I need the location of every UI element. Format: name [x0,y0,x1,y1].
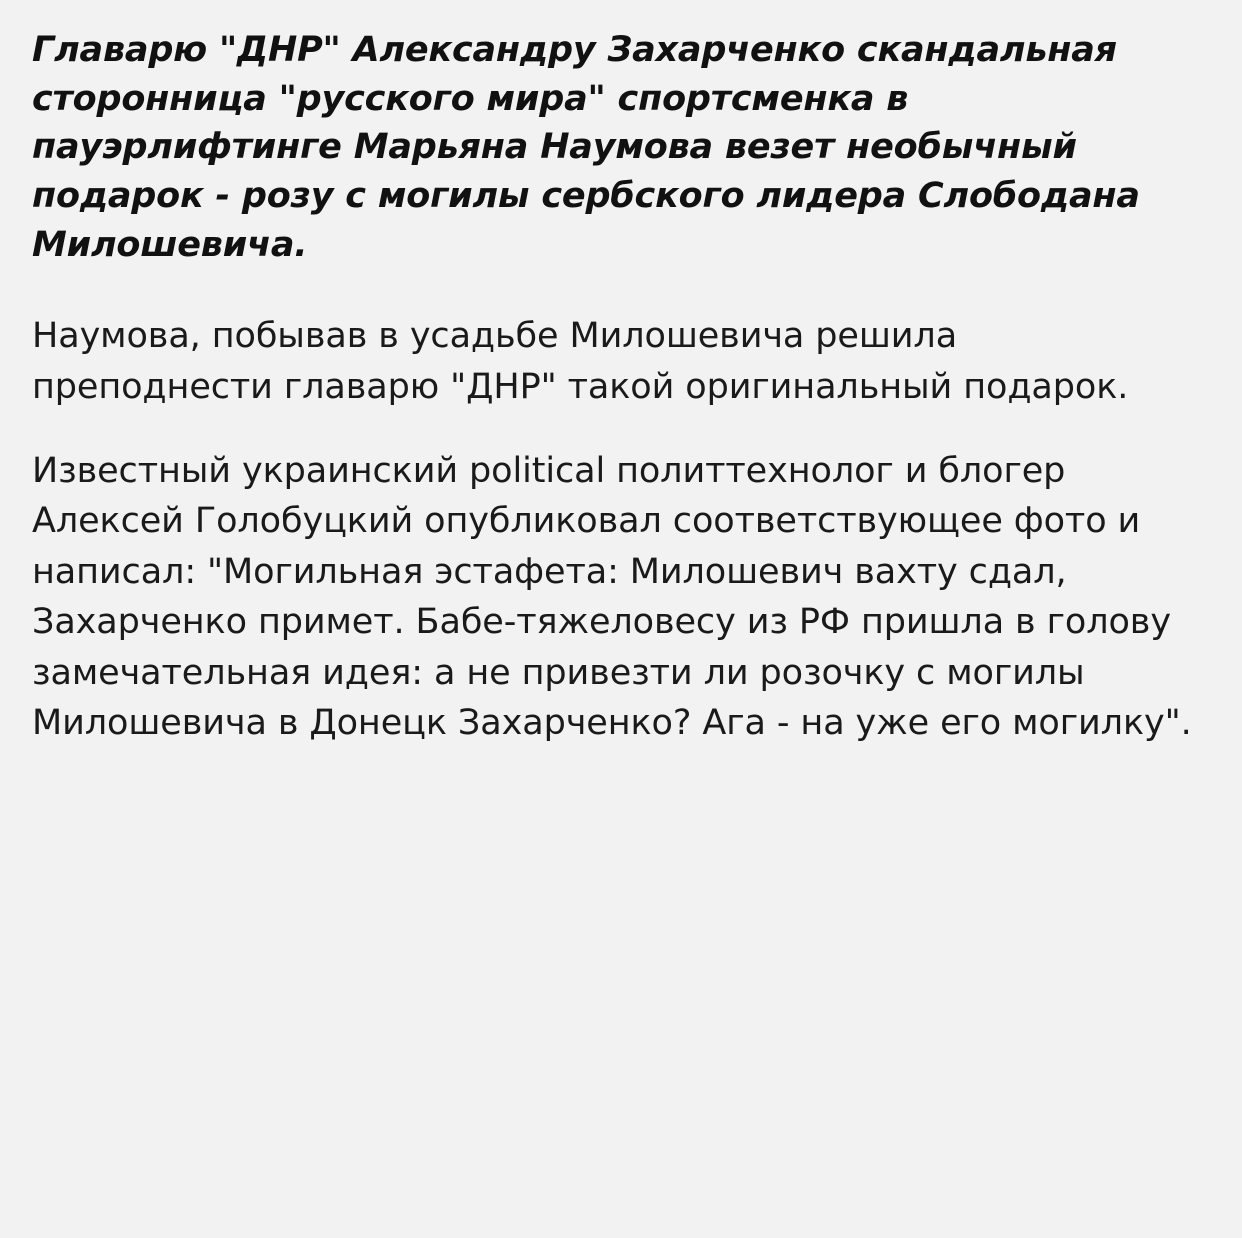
article-paragraph-2: Известный украинский political политтехнолог и блогер Алексей Голобуцкий опубликовал соответствующее фото и написал: "Могильная эстафета: Милошевич вахту сдал, Захарченко примет. Бабе-тяжеловесу из РФ пришла в голову замечательная идея: а не привезти ли розочку с могилы Милошевича в Донецк Захарченко? Ага - на уже его могилку". [32,450,1192,743]
article-paragraph-1: Наумова, побывав в усадьбе Милошевича решила преподнести главарю "ДНР" такой оригинальный подарок. [32,316,1129,407]
article-lede: Главарю "ДНР" Александру Захарченко скандальная сторонница "русского мира" спортсменка в пауэрлифтинге Марьяна Наумова везет необычный подарок - розу с могилы сербского лидера Слободана Милошевича. [32,30,1140,265]
